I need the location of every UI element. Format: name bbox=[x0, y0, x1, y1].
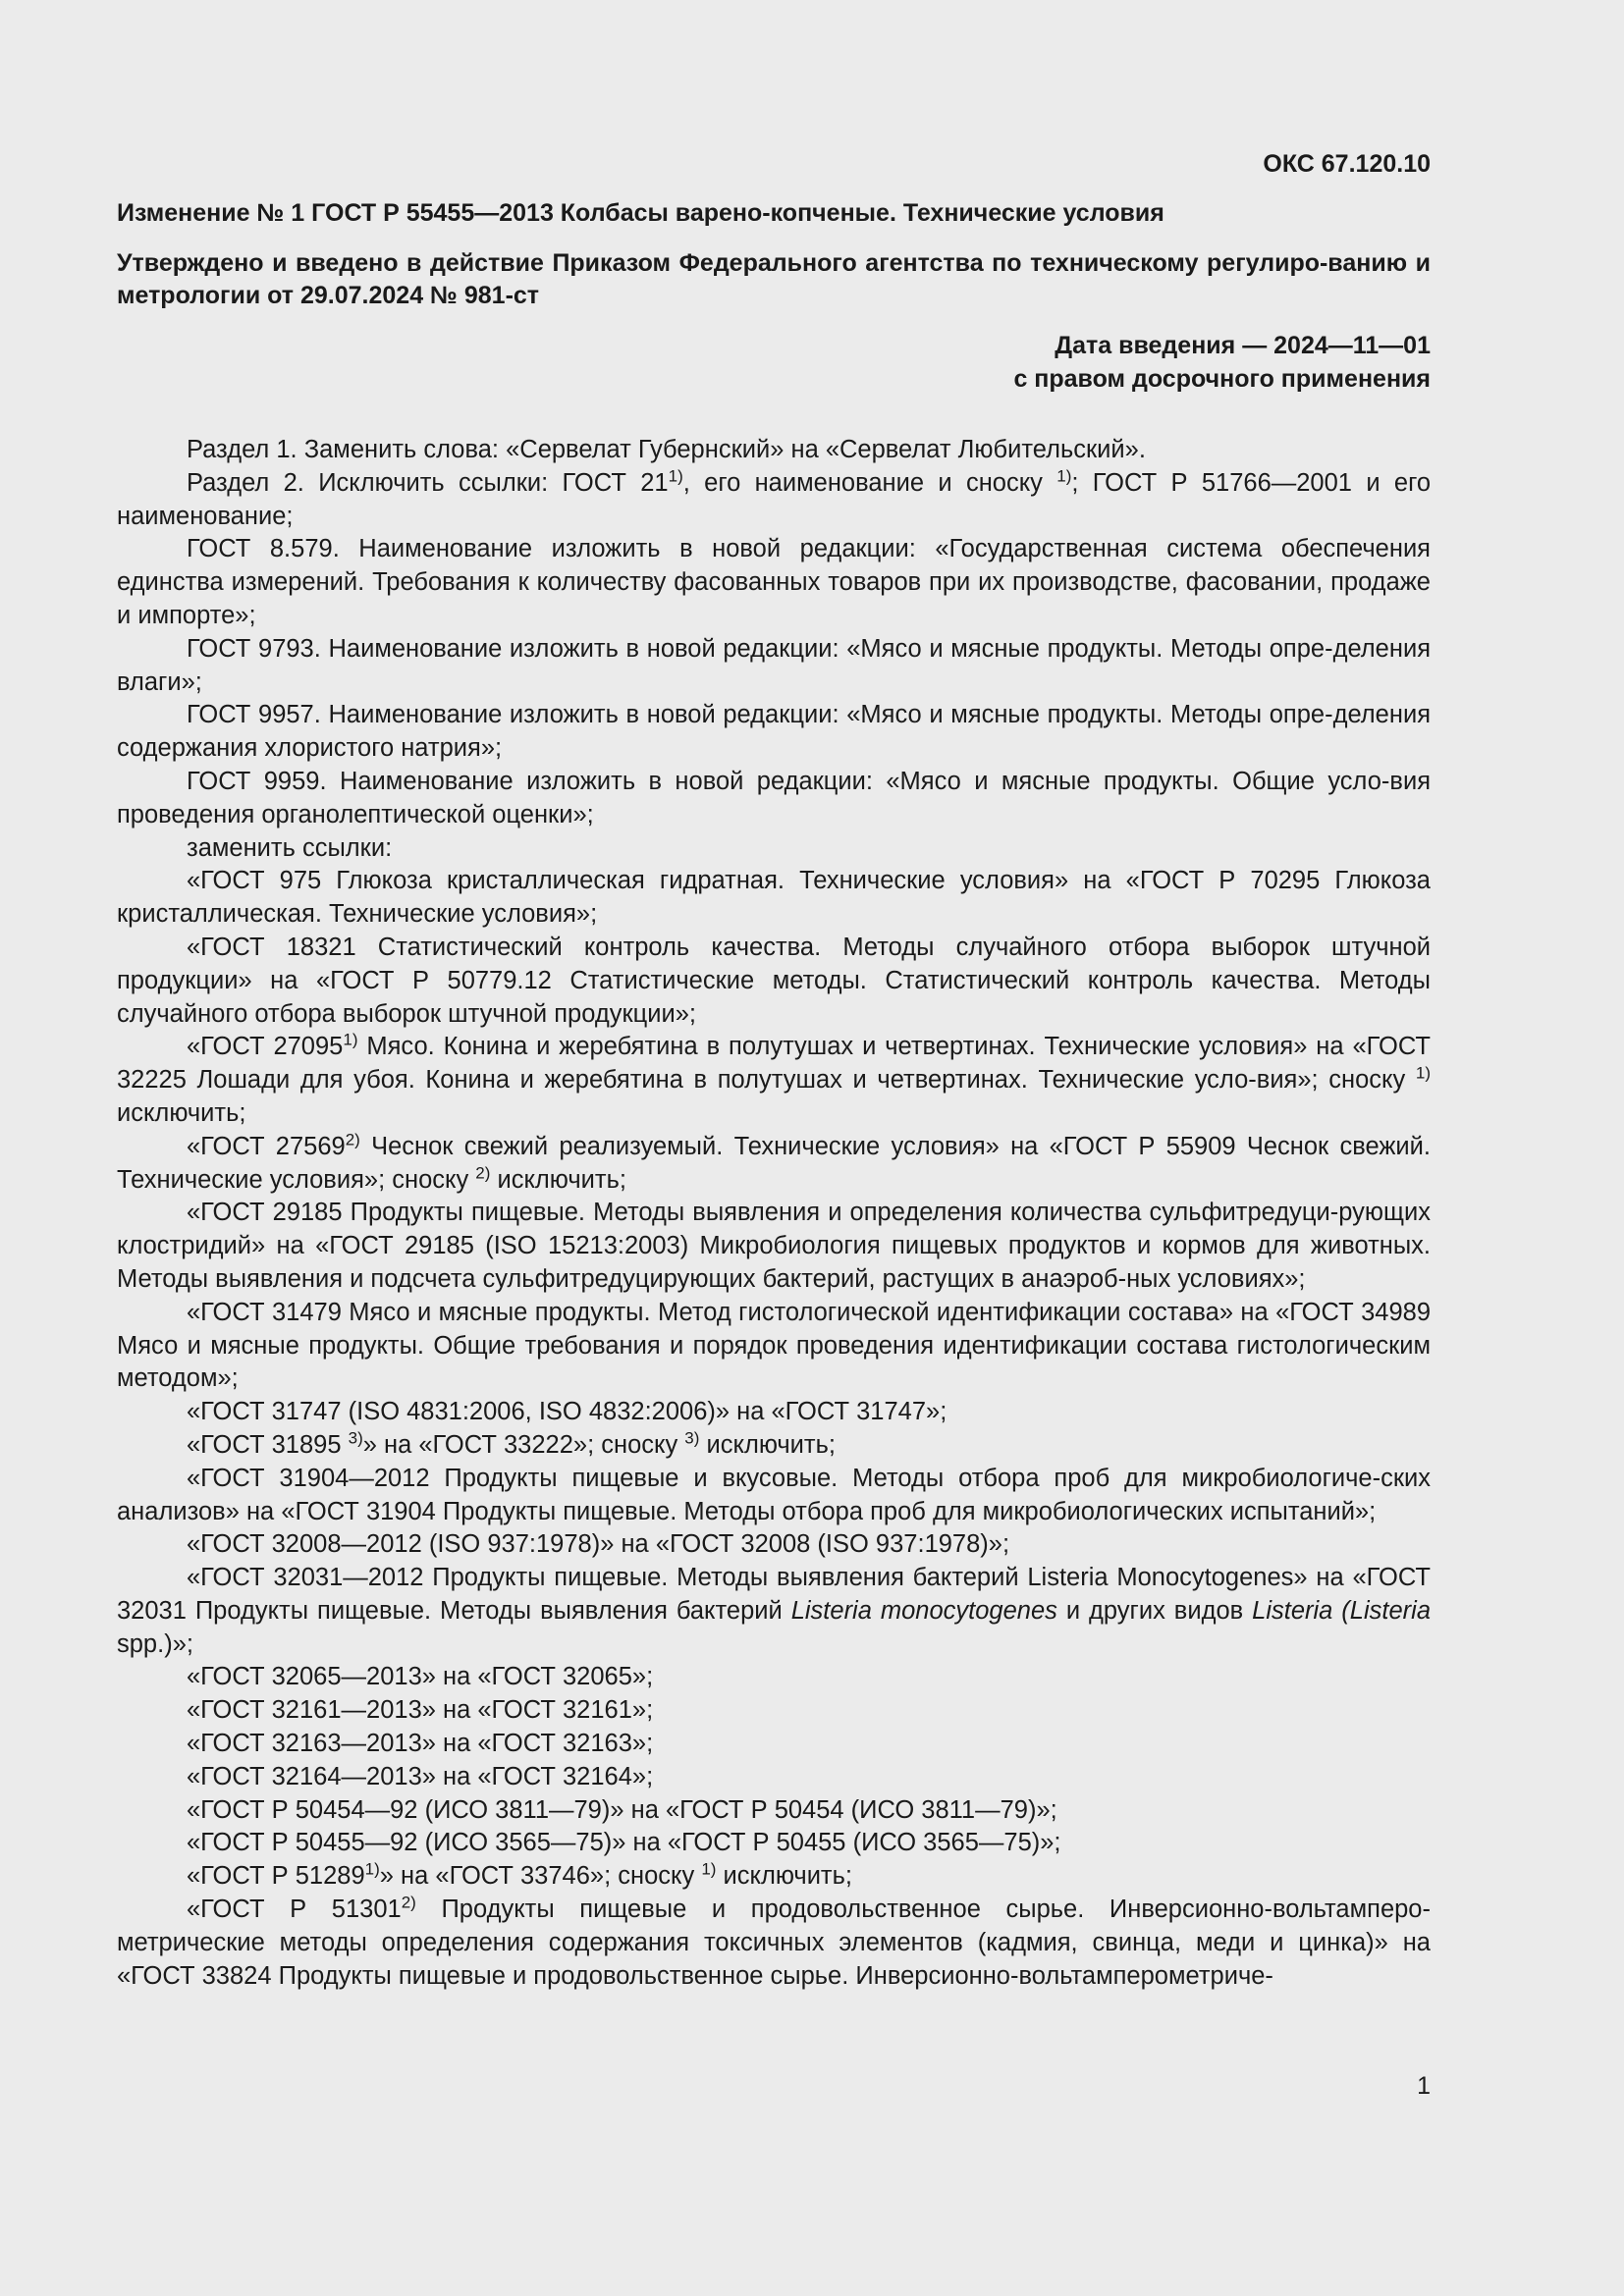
footnote-marker: 2) bbox=[401, 1893, 416, 1912]
text-run: » на «ГОСТ 33222»; сноску bbox=[362, 1430, 685, 1459]
text-run: «ГОСТ 27095 bbox=[187, 1033, 344, 1061]
footnote-marker: 3) bbox=[684, 1428, 700, 1448]
text-run: «ГОСТ Р 51301 bbox=[187, 1896, 402, 1924]
paragraph: «ГОСТ 29185 Продукты пищевые. Методы выявления и определения количества сульфитредуци-рующих клостридий» на «ГОСТ 29185 (ISO 15213:2003) Микробиология пищевых продуктов и кормов для животных. Методы выявления и подсчета сульфитредуцирующих бактерий, растущих в анаэроб-ных условиях»; bbox=[117, 1199, 1431, 1293]
paragraph: ГОСТ 9959. Наименование изложить в новой редакции: «Мясо и мясные продукты. Общие усло-вия проведения органолептической оценки»; bbox=[117, 767, 1431, 828]
paragraph: «ГОСТ 32008—2012 (ISO 937:1978)» на «ГОСТ 32008 (ISO 937:1978)»; bbox=[187, 1530, 1010, 1559]
text-run: «ГОСТ 32031—2012 Продукты пищевые. Методы выявления бактерий Listeria Monocytogenes» на «ГОСТ 32031 Продукты пищевые. Методы выявления бактерий bbox=[117, 1564, 1431, 1625]
footnote-marker: 1) bbox=[701, 1859, 717, 1879]
paragraph bbox=[117, 1860, 1431, 1894]
text-run: Мясо. Конина и жеребятина в полутушах и четвертинах. Технические условия» на «ГОСТ 32225 Лошади для убоя. Конина и жеребятина в полутушах и четвертинах. Технические усло-вия»; сноску bbox=[117, 1033, 1431, 1095]
italic-taxon: Listeria monocytogenes bbox=[790, 1596, 1057, 1625]
text-run: Продукты пищевые и продовольственное сырье. Инверсионно-вольтамперо-метрические методы определения содержания токсичных элементов (кадмия, свинца, меди и цинка)» на «ГОСТ 33824 Продукты пищевые и продовольственное сырье. Инверсионно-вольтамперометриче- bbox=[117, 1896, 1431, 1990]
paragraph: «ГОСТ 32065—2013» на «ГОСТ 32065»; bbox=[187, 1663, 654, 1691]
paragraph bbox=[117, 1131, 1431, 1198]
early-application-note: с правом досрочного применения bbox=[1013, 365, 1431, 393]
paragraph: «ГОСТ 18321 Статистический контроль качества. Методы случайного отбора выборок штучной продукции» на «ГОСТ Р 50779.12 Статистические методы. Статистический контроль качества. Методы случайного отбора выборок штучной продукции»; bbox=[117, 933, 1431, 1028]
footnote-marker: 3) bbox=[348, 1428, 363, 1448]
footnote-marker: 1) bbox=[1415, 1063, 1431, 1083]
paragraph bbox=[117, 1894, 1431, 1993]
paragraph: «ГОСТ Р 50454—92 (ИСО 3811—79)» на «ГОСТ Р 50454 (ИСО 3811—79)»; bbox=[187, 1795, 1057, 1824]
change-title: Изменение № 1 ГОСТ Р 55455—2013 Колбасы варено-копченые. Технические условия bbox=[117, 199, 1164, 227]
footnote-marker: 2) bbox=[345, 1130, 360, 1149]
text-run: spp.)»; bbox=[117, 1629, 193, 1658]
footnote-marker: 1) bbox=[343, 1031, 358, 1049]
paragraph: «ГОСТ 32163—2013» на «ГОСТ 32163»; bbox=[187, 1730, 654, 1758]
document-body bbox=[117, 434, 1431, 1993]
italic-taxon: Listeria (Listeria bbox=[1252, 1596, 1432, 1625]
paragraph: ГОСТ 8.579. Наименование изложить в новой редакции: «Государственная система обеспечения единства измерений. Требования к количеству фасованных товаров при их производстве, фасовании, продаже и импорте»; bbox=[117, 535, 1431, 629]
oks-code: ОКС 67.120.10 bbox=[1263, 150, 1431, 178]
paragraph: «ГОСТ 975 Глюкоза кристаллическая гидратная. Технические условия» на «ГОСТ Р 70295 Глюкоза кристаллическая. Технические условия»; bbox=[117, 867, 1431, 929]
introduction-date-block bbox=[1013, 329, 1431, 396]
paragraph: Раздел 1. Заменить слова: «Сервелат Губернский» на «Сервелат Любительский». bbox=[187, 436, 1146, 463]
paragraph bbox=[117, 1031, 1431, 1130]
paragraph: «ГОСТ 31479 Мясо и мясные продукты. Метод гистологической идентификации состава» на «ГОСТ 34989 Мясо и мясные продукты. Общие требования и порядок проведения идентификации состава гистологическим методом»; bbox=[117, 1298, 1431, 1393]
introduction-date: Дата введения — 2024—11—01 bbox=[1055, 332, 1431, 359]
paragraph: «ГОСТ 31747 (ISO 4831:2006, ISO 4832:2006)» на «ГОСТ 31747»; bbox=[187, 1398, 947, 1426]
text-run: Чеснок свежий реализуемый. Технические условия» на «ГОСТ Р 55909 Чеснок свежий. Технические условия»; сноску bbox=[117, 1132, 1431, 1194]
approval-statement: Утверждено и введено в действие Приказом Федерального агентства по техническому регулиро-ванию и метрологии от 29.07.2024 № 981-ст bbox=[117, 249, 1431, 309]
paragraph: «ГОСТ Р 50455—92 (ИСО 3565—75)» на «ГОСТ Р 50455 (ИСО 3565—75)»; bbox=[187, 1829, 1061, 1857]
text-run: исключить; bbox=[490, 1165, 626, 1194]
footnote-marker: 2) bbox=[475, 1163, 491, 1183]
text-run: исключить; bbox=[699, 1430, 836, 1459]
text-run: «ГОСТ 27569 bbox=[187, 1132, 346, 1160]
paragraph: ГОСТ 9793. Наименование изложить в новой редакции: «Мясо и мясные продукты. Методы опре-деления влаги»; bbox=[117, 634, 1431, 696]
paragraph: ГОСТ 9957. Наименование изложить в новой редакции: «Мясо и мясные продукты. Методы опре-деления содержания хлористого натрия»; bbox=[117, 701, 1431, 763]
paragraph: «ГОСТ 31904—2012 Продукты пищевые и вкусовые. Методы отбора проб для микробиологиче-ских анализов» на «ГОСТ 31904 Продукты пищевые. Методы отбора проб для микробиологических испытаний»; bbox=[117, 1464, 1431, 1525]
paragraph bbox=[117, 1562, 1431, 1661]
text-run: исключить; bbox=[117, 1098, 246, 1127]
page-number: 1 bbox=[1417, 2072, 1431, 2100]
text-run: ; ГОСТ Р 51766—2001 и его наименование; bbox=[117, 468, 1431, 530]
text-run: Раздел 2. Исключить ссылки: ГОСТ 21 bbox=[187, 468, 669, 497]
footnote-marker: 1) bbox=[364, 1859, 380, 1879]
footnote-marker: 1) bbox=[668, 466, 683, 486]
paragraph: «ГОСТ 32161—2013» на «ГОСТ 32161»; bbox=[187, 1696, 654, 1725]
text-run: «ГОСТ 31895 bbox=[187, 1430, 349, 1459]
paragraph bbox=[117, 467, 1431, 534]
paragraph bbox=[117, 1429, 1431, 1463]
paragraph: заменить ссылки: bbox=[187, 833, 393, 862]
text-run: » на «ГОСТ 33746»; сноску bbox=[379, 1862, 702, 1891]
text-run: , его наименование и сноску bbox=[682, 468, 1057, 497]
paragraph: «ГОСТ 32164—2013» на «ГОСТ 32164»; bbox=[187, 1762, 654, 1790]
text-run: «ГОСТ Р 51289 bbox=[187, 1862, 365, 1891]
text-run: исключить; bbox=[716, 1862, 852, 1891]
text-run: и других видов bbox=[1056, 1596, 1253, 1625]
footnote-marker: 1) bbox=[1056, 466, 1072, 486]
